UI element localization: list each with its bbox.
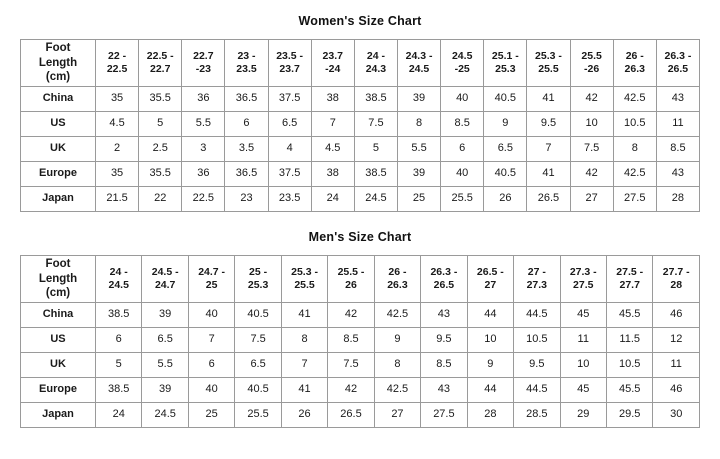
womens-row-label-us: US (21, 112, 96, 137)
mens-foot-length-cell: 24 - 24.5 (96, 256, 142, 303)
size-cell: 7 (311, 112, 354, 137)
womens-foot-length-cell: 25.5 -26 (570, 40, 613, 87)
size-cell: 40 (188, 378, 234, 403)
mens-foot-length-cell: 26 - 26.3 (374, 256, 420, 303)
size-cell: 5.5 (182, 112, 225, 137)
size-cell: 25 (397, 187, 440, 212)
size-cell: 11.5 (606, 328, 652, 353)
size-cell: 42.5 (374, 303, 420, 328)
size-cell: 38 (311, 87, 354, 112)
size-cell: 5.5 (397, 137, 440, 162)
size-cell: 45 (560, 378, 606, 403)
size-cell: 8.5 (328, 328, 374, 353)
size-cell: 37.5 (268, 162, 311, 187)
size-cell: 4.5 (311, 137, 354, 162)
size-cell: 41 (281, 303, 327, 328)
size-cell: 8.5 (656, 137, 699, 162)
size-cell: 9 (374, 328, 420, 353)
size-cell: 29 (560, 403, 606, 428)
mens-foot-length-cell: 26.3 - 26.5 (421, 256, 467, 303)
womens-foot-length-cell: 26.3 - 26.5 (656, 40, 699, 87)
size-cell: 39 (142, 378, 188, 403)
size-cell: 39 (142, 303, 188, 328)
size-cell: 42.5 (613, 87, 656, 112)
size-cell: 43 (421, 378, 467, 403)
size-cell: 42 (328, 303, 374, 328)
mens-foot-length-cell: 26.5 - 27 (467, 256, 513, 303)
womens-row-label-china: China (21, 87, 96, 112)
size-cell: 10 (467, 328, 513, 353)
size-cell: 5 (96, 353, 142, 378)
womens-row-label-japan: Japan (21, 187, 96, 212)
size-cell: 22 (139, 187, 182, 212)
size-cell: 9.5 (527, 112, 570, 137)
size-cell: 40.5 (484, 162, 527, 187)
table-row (21, 187, 700, 212)
size-cell: 23.5 (268, 187, 311, 212)
size-cell: 38.5 (96, 378, 142, 403)
womens-foot-length-cell: 24.3 - 24.5 (397, 40, 440, 87)
size-cell: 8 (374, 353, 420, 378)
size-cell: 7.5 (328, 353, 374, 378)
size-cell: 26 (281, 403, 327, 428)
size-cell: 28 (656, 187, 699, 212)
size-cell: 26.5 (527, 187, 570, 212)
size-cell: 24.5 (354, 187, 397, 212)
womens-row-label-europe: Europe (21, 162, 96, 187)
size-cell: 7.5 (570, 137, 613, 162)
size-cell: 6 (96, 328, 142, 353)
size-cell: 44.5 (514, 378, 560, 403)
size-cell: 6.5 (484, 137, 527, 162)
mens-foot-length-cell: 27.7 - 28 (653, 256, 700, 303)
size-cell: 36.5 (225, 162, 268, 187)
womens-foot-length-cell: 25.1 - 25.3 (484, 40, 527, 87)
size-cell: 38 (311, 162, 354, 187)
mens-row-label-europe: Europe (21, 378, 96, 403)
size-cell: 8.5 (441, 112, 484, 137)
womens-foot-length-cell: 23 - 23.5 (225, 40, 268, 87)
size-cell: 27.5 (421, 403, 467, 428)
size-cell: 44.5 (514, 303, 560, 328)
size-cell: 38.5 (354, 87, 397, 112)
table-row (21, 303, 700, 328)
size-cell: 7 (527, 137, 570, 162)
size-cell: 41 (527, 162, 570, 187)
size-cell: 26.5 (328, 403, 374, 428)
size-cell: 2 (96, 137, 139, 162)
womens-foot-length-cell: 26 - 26.3 (613, 40, 656, 87)
size-cell: 35 (96, 162, 139, 187)
mens-size-chart-block (20, 212, 700, 428)
size-cell: 39 (397, 87, 440, 112)
size-cell: 6 (225, 112, 268, 137)
size-cell: 8 (281, 328, 327, 353)
size-cell: 3 (182, 137, 225, 162)
size-cell: 43 (421, 303, 467, 328)
size-cell: 9 (484, 112, 527, 137)
womens-foot-length-cell: 24 - 24.3 (354, 40, 397, 87)
size-cell: 38.5 (96, 303, 142, 328)
size-cell: 10 (570, 112, 613, 137)
size-cell: 25.5 (235, 403, 281, 428)
size-cell: 7 (188, 328, 234, 353)
size-cell: 5 (354, 137, 397, 162)
mens-foot-length-cell: 27.3 - 27.5 (560, 256, 606, 303)
size-cell: 43 (656, 162, 699, 187)
size-cell: 6 (188, 353, 234, 378)
womens-table-body (21, 40, 700, 212)
mens-row-label-us: US (21, 328, 96, 353)
size-cell: 37.5 (268, 87, 311, 112)
womens-row-label-uk: UK (21, 137, 96, 162)
size-cell: 25 (188, 403, 234, 428)
size-cell: 36.5 (225, 87, 268, 112)
mens-table-body (21, 256, 700, 428)
size-cell: 42.5 (613, 162, 656, 187)
size-cell: 27.5 (613, 187, 656, 212)
mens-foot-length-cell: 27 - 27.3 (514, 256, 560, 303)
size-cell: 36 (182, 162, 225, 187)
table-row (21, 112, 700, 137)
size-cell: 45.5 (606, 303, 652, 328)
table-row (21, 137, 700, 162)
size-cell: 27 (374, 403, 420, 428)
womens-header-row (21, 40, 700, 87)
size-cell: 8.5 (421, 353, 467, 378)
mens-chart-title: Men's Size Chart (308, 230, 412, 244)
mens-foot-length-cell: 24.5 - 24.7 (142, 256, 188, 303)
size-cell: 40 (441, 162, 484, 187)
size-cell: 2.5 (139, 137, 182, 162)
size-cell: 45 (560, 303, 606, 328)
size-cell: 11 (560, 328, 606, 353)
size-cell: 28 (467, 403, 513, 428)
size-cell: 10.5 (606, 353, 652, 378)
size-cell: 4.5 (96, 112, 139, 137)
size-cell: 30 (653, 403, 700, 428)
womens-foot-length-cell: 22 - 22.5 (96, 40, 139, 87)
mens-foot-length-cell: 25.3 - 25.5 (281, 256, 327, 303)
womens-foot-length-cell: 25.3 - 25.5 (527, 40, 570, 87)
size-cell: 24.5 (142, 403, 188, 428)
mens-header-row (21, 256, 700, 303)
size-cell: 5 (139, 112, 182, 137)
size-cell: 9.5 (421, 328, 467, 353)
size-cell: 36 (182, 87, 225, 112)
mens-foot-length-cell: 24.7 - 25 (188, 256, 234, 303)
mens-row-label-uk: UK (21, 353, 96, 378)
size-cell: 40.5 (235, 378, 281, 403)
size-cell: 42 (570, 87, 613, 112)
mens-foot-length-cell: 25 - 25.3 (235, 256, 281, 303)
size-cell: 44 (467, 303, 513, 328)
womens-foot-length-cell: 22.7 -23 (182, 40, 225, 87)
size-cell: 5.5 (142, 353, 188, 378)
size-cell: 8 (397, 112, 440, 137)
womens-foot-length-cell: 24.5 -25 (441, 40, 484, 87)
size-cell: 41 (527, 87, 570, 112)
mens-row-label-china: China (21, 303, 96, 328)
womens-foot-length-cell: 22.5 - 22.7 (139, 40, 182, 87)
size-cell: 28.5 (514, 403, 560, 428)
size-cell: 6.5 (235, 353, 281, 378)
mens-foot-length-label: Foot Length (cm) (21, 256, 96, 303)
size-cell: 4 (268, 137, 311, 162)
size-cell: 40.5 (235, 303, 281, 328)
size-cell: 40.5 (484, 87, 527, 112)
size-cell: 40 (441, 87, 484, 112)
size-cell: 43 (656, 87, 699, 112)
size-cell: 10.5 (514, 328, 560, 353)
mens-foot-length-cell: 25.5 - 26 (328, 256, 374, 303)
table-row (21, 353, 700, 378)
size-cell: 7.5 (235, 328, 281, 353)
size-cell: 9 (467, 353, 513, 378)
size-cell: 46 (653, 378, 700, 403)
mens-size-table (20, 255, 700, 428)
size-cell: 41 (281, 378, 327, 403)
size-cell: 35 (96, 87, 139, 112)
size-cell: 40 (188, 303, 234, 328)
size-cell: 10 (560, 353, 606, 378)
size-cell: 10.5 (613, 112, 656, 137)
size-cell: 42 (570, 162, 613, 187)
size-cell: 35.5 (139, 87, 182, 112)
size-cell: 7.5 (354, 112, 397, 137)
size-cell: 8 (613, 137, 656, 162)
size-cell: 42 (328, 378, 374, 403)
size-cell: 39 (397, 162, 440, 187)
size-cell: 6.5 (142, 328, 188, 353)
size-cell: 24 (311, 187, 354, 212)
mens-row-label-japan: Japan (21, 403, 96, 428)
size-cell: 27 (570, 187, 613, 212)
womens-foot-length-cell: 23.7 -24 (311, 40, 354, 87)
size-cell: 44 (467, 378, 513, 403)
size-cell: 3.5 (225, 137, 268, 162)
size-cell: 46 (653, 303, 700, 328)
size-cell: 11 (656, 112, 699, 137)
size-cell: 26 (484, 187, 527, 212)
size-cell: 24 (96, 403, 142, 428)
size-cell: 21.5 (96, 187, 139, 212)
size-cell: 35.5 (139, 162, 182, 187)
table-row (21, 162, 700, 187)
size-cell: 12 (653, 328, 700, 353)
table-row (21, 87, 700, 112)
size-cell: 29.5 (606, 403, 652, 428)
size-cell: 6 (441, 137, 484, 162)
size-cell: 25.5 (441, 187, 484, 212)
table-row (21, 328, 700, 353)
table-row (21, 403, 700, 428)
size-cell: 42.5 (374, 378, 420, 403)
mens-foot-length-cell: 27.5 - 27.7 (606, 256, 652, 303)
table-row (21, 378, 700, 403)
womens-size-table (20, 39, 700, 212)
size-cell: 7 (281, 353, 327, 378)
size-cell: 38.5 (354, 162, 397, 187)
size-cell: 6.5 (268, 112, 311, 137)
womens-chart-title: Women's Size Chart (298, 14, 422, 28)
womens-foot-length-label: Foot Length (cm) (21, 40, 96, 87)
womens-size-chart-block (20, 0, 700, 212)
size-cell: 9.5 (514, 353, 560, 378)
size-cell: 45.5 (606, 378, 652, 403)
size-cell: 22.5 (182, 187, 225, 212)
womens-foot-length-cell: 23.5 - 23.7 (268, 40, 311, 87)
size-cell: 23 (225, 187, 268, 212)
size-cell: 11 (653, 353, 700, 378)
